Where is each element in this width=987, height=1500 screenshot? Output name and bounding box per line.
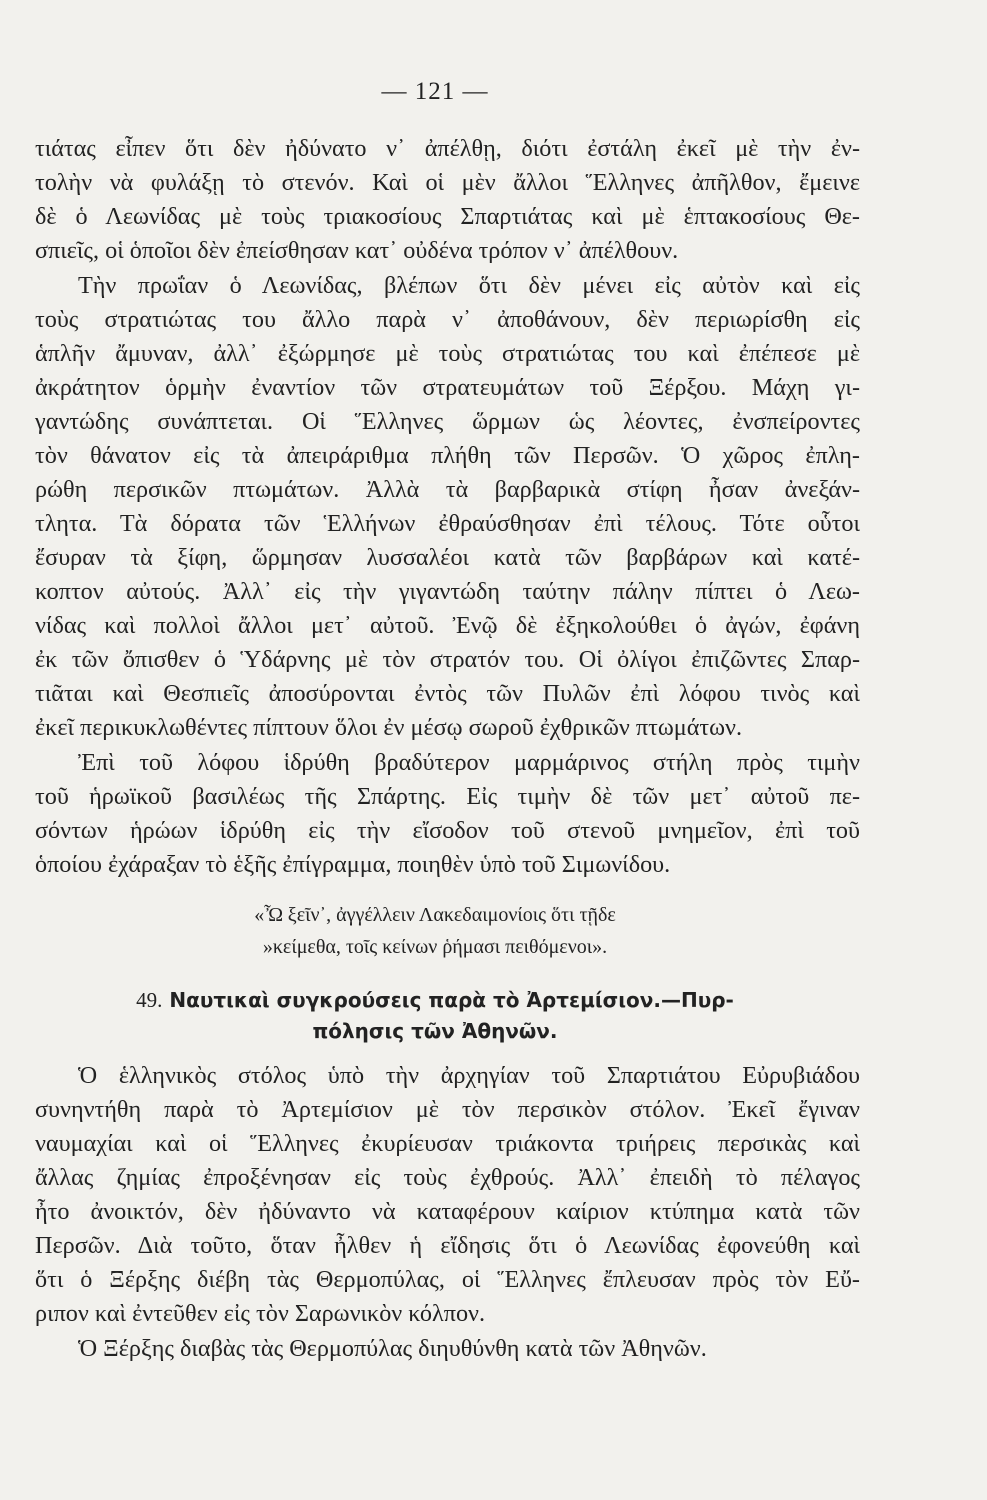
text-line: ἦτο ἀνοικτόν, δὲν ἠδύναντο νὰ καταφέρουν καίριον κτύπημα κατὰ τῶν: [35, 1198, 860, 1225]
text-line: συνηντήθη παρὰ τὸ Ἀρτεμίσιον μὲ τὸν περσικὸν στόλον. Ἐκεῖ ἔγιναν: [35, 1096, 860, 1123]
section-title-line1: Ναυτικαὶ συγκρούσεις παρὰ τὸ Ἀρτεμίσιον.—Πυρ-: [169, 988, 734, 1012]
text-line: ἀκράτητον ὁρμὴν ἐναντίον τῶν στρατευμάτων τοῦ Ξέρξου. Μάχη γι-: [35, 374, 860, 401]
text-line: ρώθη περσικῶν πτωμάτων. Ἀλλὰ τὰ βαρβαρικὰ στίφη ἦσαν ἀνεξάν-: [35, 476, 860, 503]
text-line: ναυμαχίαι καὶ οἱ Ἕλληνες ἐκυρίευσαν τριάκοντα τριήρεις περσικὰς καὶ: [35, 1130, 860, 1157]
epigram-line: »κείμεθα, τοῖς κείνων ῥήμασι πειθόμενοι».: [262, 936, 608, 958]
section-number: 49.: [136, 988, 163, 1012]
epigram-line: «Ὦ ξεῖν᾽, ἀγγέλλειν Λακεδαιμονίοις ὅτι τῇδε: [254, 904, 616, 926]
text-line: ἐκεῖ περικυκλωθέντες πίπτουν ὅλοι ἐν μέσῳ σωροῦ ἐχθρικῶν πτωμάτων.: [35, 714, 743, 741]
page-number: — 121 —: [381, 78, 489, 105]
text-line: τοὺς στρατιώτας του ἄλλο παρὰ ν᾽ ἀποθάνουν, δὲν περιωρίσθη εἰς: [35, 306, 860, 333]
text-line: ἐκ τῶν ὄπισθεν ὁ Ὑδάρνης μὲ τὸν στρατόν του. Οἱ ὀλίγοι ἐπιζῶντες Σπαρ-: [35, 646, 860, 673]
text-line: ἄλλας ζημίας ἐπροξένησαν εἰς τοὺς ἐχθρούς. Ἀλλ᾽ ἐπειδὴ τὸ πέλαγος: [35, 1164, 860, 1191]
text-line: Ἐπὶ τοῦ λόφου ἱδρύθη βραδύτερον μαρμάρινος στήλη πρὸς τιμὴν: [78, 749, 860, 776]
text-line: δὲ ὁ Λεωνίδας μὲ τοὺς τριακοσίους Σπαρτιάτας καὶ μὲ ἑπτακοσίους Θε-: [35, 203, 860, 230]
section-heading: [0, 985, 870, 1015]
text-line: τὸν θάνατον εἰς τὰ ἀπειράριθμα πλήθη τῶν Περσῶν. Ὁ χῶρος ἐπλη-: [35, 442, 860, 469]
text-line: Ὁ ἑλληνικὸς στόλος ὑπὸ τὴν ἀρχηγίαν τοῦ Σπαρτιάτου Εὐρυβιάδου: [78, 1062, 860, 1089]
text-line: γαντώδης συνάπτεται. Οἱ Ἕλληνες ὥρμων ὡς λέοντες, ἐνσπείροντες: [35, 408, 860, 435]
text-line: Περσῶν. Διὰ τοῦτο, ὅταν ἦλθεν ἡ εἴδησις ὅτι ὁ Λεωνίδας ἐφονεύθη καὶ: [35, 1232, 860, 1259]
text-line: τιᾶται καὶ Θεσπιεῖς ἀποσύρονται ἐντὸς τῶν Πυλῶν ἐπὶ λόφου τινὸς καὶ: [35, 680, 860, 707]
section-title-line2: πόλησις τῶν Ἀθηνῶν.: [312, 1019, 558, 1043]
text-line: σόντων ἡρώων ἱδρύθη εἰς τὴν εἴσοδον τοῦ στενοῦ μνημεῖον, ἐπὶ τοῦ: [35, 817, 860, 844]
text-line: τοῦ ἡρωϊκοῦ βασιλέως τῆς Σπάρτης. Εἰς τιμὴν δὲ τῶν μετ᾽ αὐτοῦ πε-: [35, 783, 860, 810]
text-line: κοπτον αὐτούς. Ἀλλ᾽ εἰς τὴν γιγαντώδη ταύτην πάλην πίπτει ὁ Λεω-: [35, 578, 860, 605]
text-line: τιάτας εἶπεν ὅτι δὲν ἠδύνατο ν᾽ ἀπέλθῃ, διότι ἐστάλη ἐκεῖ μὲ τὴν ἐν-: [35, 135, 860, 162]
text-line: ὅτι ὁ Ξέρξης διέβη τὰς Θερμοπύλας, οἱ Ἕλληνες ἔπλευσαν πρὸς τὸν Εὔ-: [35, 1266, 860, 1293]
text-line: τολὴν νὰ φυλάξῃ τὸ στενόν. Καὶ οἱ μὲν ἄλλοι Ἕλληνες ἀπῆλθον, ἔμεινε: [35, 169, 860, 196]
text-line: τλητα. Τὰ δόρατα τῶν Ἑλλήνων ἐθραύσθησαν ἐπὶ τέλους. Τότε οὗτοι: [35, 510, 860, 537]
text-line: ριπον καὶ ἐντεῦθεν εἰς τὸν Σαρωνικὸν κόλπον.: [35, 1300, 486, 1327]
text-line: νίδας καὶ πολλοὶ ἄλλοι μετ᾽ αὐτοῦ. Ἐνῷ δὲ ἐξηκολούθει ὁ ἀγών, ἐφάνη: [35, 612, 860, 639]
text-line: σπιεῖς, οἱ ὁποῖοι δὲν ἐπείσθησαν κατ᾽ οὐδένα τρόπον ν᾽ ἀπέλθουν.: [35, 237, 679, 264]
text-line: ἁπλῆν ἄμυναν, ἀλλ᾽ ἐξώρμησε μὲ τοὺς στρατιώτας του καὶ ἐπέπεσε μὲ: [35, 340, 860, 367]
text-line: ἔσυραν τὰ ξίφη, ὥρμησαν λυσσαλέοι κατὰ τῶν βαρβάρων καὶ κατέ-: [35, 544, 860, 571]
text-line: ὁποίου ἐχάραξαν τὸ ἑξῆς ἐπίγραμμα, ποιηθὲν ὑπὸ τοῦ Σιμωνίδου.: [35, 851, 671, 878]
text-line: Τὴν πρωΐαν ὁ Λεωνίδας, βλέπων ὅτι δὲν μένει εἰς αὐτὸν καὶ εἰς: [78, 272, 860, 299]
text-line: Ὁ Ξέρξης διαβὰς τὰς Θερμοπύλας διηυθύνθη κατὰ τῶν Ἀθηνῶν.: [78, 1335, 707, 1362]
